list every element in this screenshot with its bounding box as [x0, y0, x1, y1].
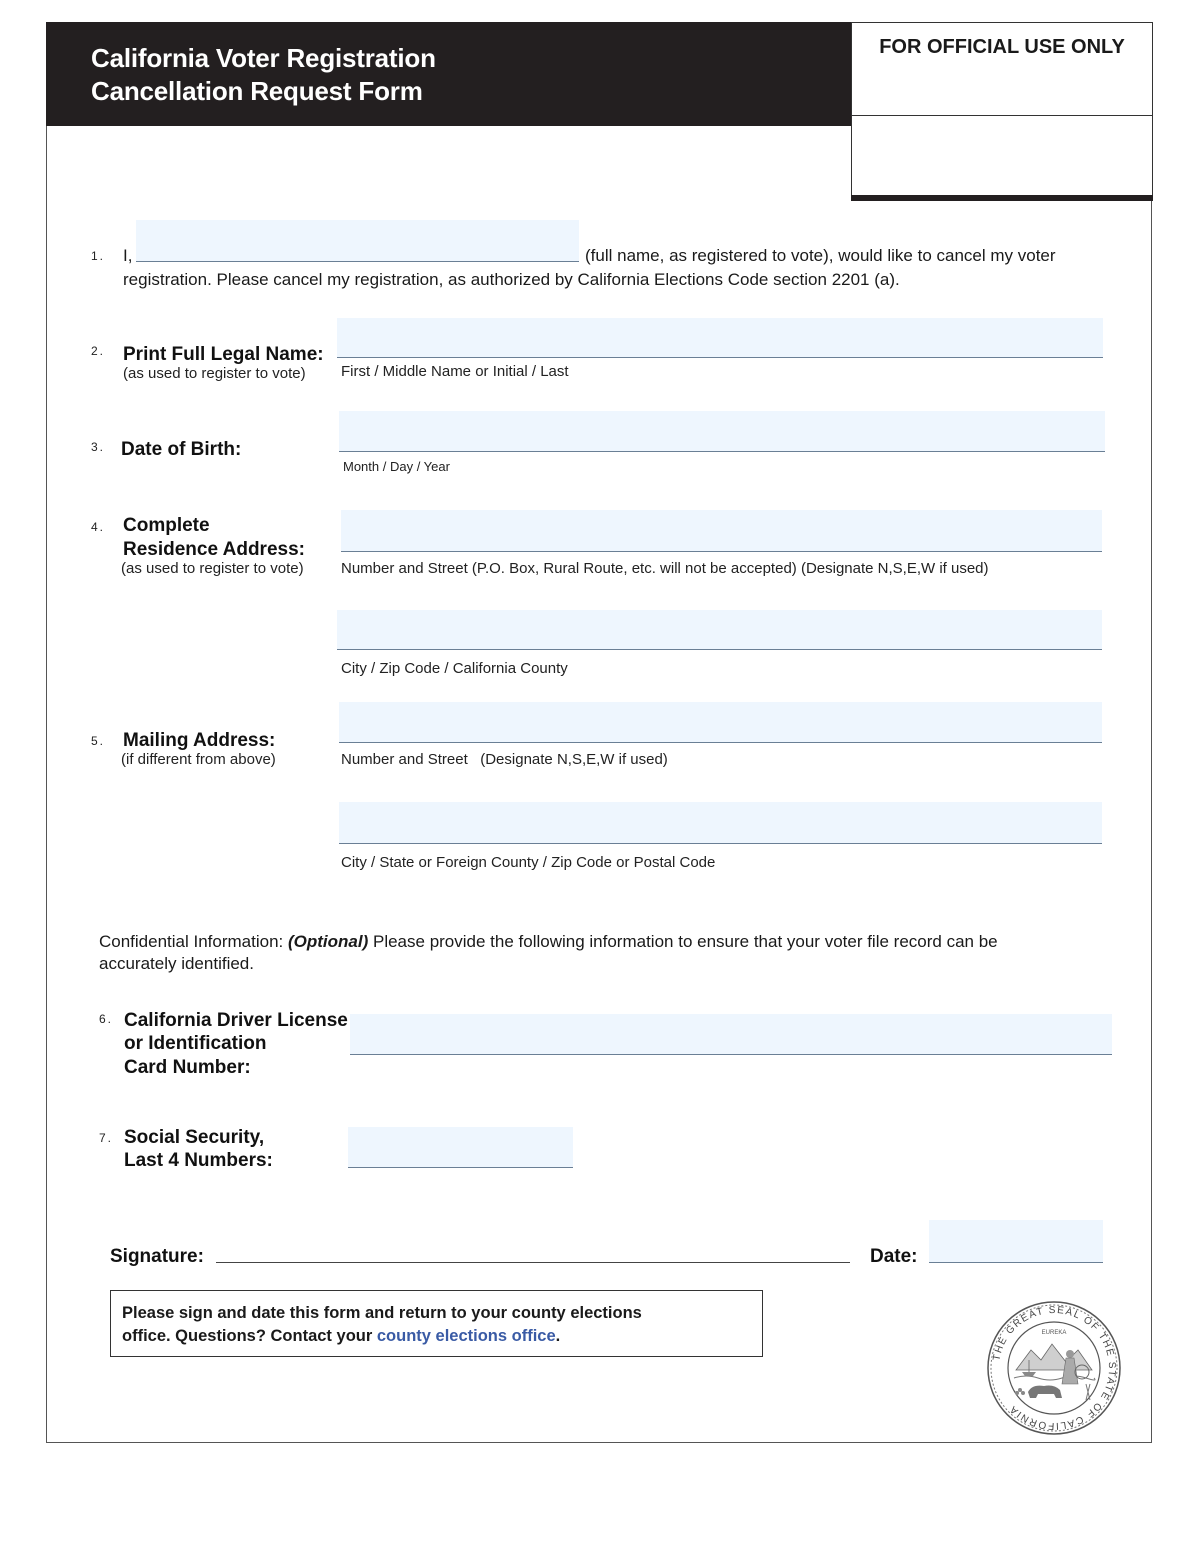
seal-ring-text: THE GREAT SEAL OF THE STATE OF CALIFORNIA [991, 1304, 1118, 1432]
mailing-city-caption: City / State or Foreign County / Zip Code or Postal Code [341, 854, 716, 871]
section1-number: 1. [91, 249, 106, 263]
return-instructions-line2 [122, 1325, 762, 1348]
residence-city-caption: City / Zip Code / California County [341, 660, 568, 677]
county-elections-office-link[interactable]: county elections office [376, 1327, 556, 1345]
confidential-line2: accurately identified. [99, 954, 254, 973]
section4-number: 4. [91, 520, 106, 534]
date-of-birth-label: Date of Birth: [121, 439, 242, 460]
section5-number: 5. [91, 734, 106, 748]
residence-address-sub: (as used to register to vote) [121, 560, 304, 577]
section7-number: 7. [99, 1131, 114, 1145]
residence-street-caption: Number and Street (P.O. Box, Rural Route, etc. will not be accepted) (Designate N,S,E,W if used) [341, 560, 989, 577]
return-instructions-prefix: office. Questions? Contact your [122, 1327, 377, 1345]
official-use-label: FOR OFFICIAL USE ONLY [852, 23, 1152, 116]
section2-number: 2. [91, 344, 106, 358]
form-title-line1: California Voter Registration [91, 43, 436, 73]
signature-date-field[interactable] [929, 1220, 1103, 1263]
california-great-seal-icon [986, 1300, 1122, 1436]
driver-license-field[interactable] [350, 1014, 1112, 1055]
driver-license-label-line3: Card Number: [124, 1057, 251, 1078]
ssn-last4-field[interactable] [348, 1127, 573, 1168]
full-legal-name-sub: (as used to register to vote) [123, 365, 306, 382]
residence-city-field[interactable] [337, 610, 1102, 650]
mailing-street-field[interactable] [339, 702, 1102, 743]
date-of-birth-caption: Month / Day / Year [343, 459, 450, 474]
full-legal-name-caption: First / Middle Name or Initial / Last [341, 363, 569, 380]
form-header [46, 22, 852, 126]
section6-number: 6. [99, 1012, 114, 1026]
driver-license-label-line1: California Driver License [124, 1010, 348, 1031]
ssn-label-line2: Last 4 Numbers: [124, 1150, 273, 1171]
full-legal-name-field[interactable] [337, 318, 1103, 358]
section1-text-line2: registration. Please cancel my registration, as authorized by California Elections Code section 2201 (a). [123, 270, 900, 289]
return-instructions-line1: Please sign and date this form and return to your county elections [122, 1304, 642, 1322]
residence-address-label-line1: Complete [123, 515, 210, 536]
official-use-bar [851, 195, 1153, 201]
return-instructions-box [110, 1290, 763, 1357]
form-title-line2: Cancellation Request Form [91, 76, 423, 106]
signature-line[interactable] [216, 1262, 850, 1263]
driver-license-label-line2: or Identification [124, 1033, 267, 1054]
mailing-address-sub: (if different from above) [121, 751, 276, 768]
ssn-label-line1: Social Security, [124, 1127, 265, 1148]
mailing-city-field[interactable] [339, 802, 1102, 844]
official-use-box [851, 22, 1153, 196]
mailing-street-caption: Number and Street (Designate N,S,E,W if used) [341, 751, 668, 768]
date-label: Date: [870, 1246, 918, 1267]
full-name-inline-field[interactable] [136, 220, 579, 262]
confidential-lead: Confidential Information: [99, 932, 288, 951]
residence-address-label-line2: Residence Address: [123, 539, 305, 560]
signature-label: Signature: [110, 1246, 204, 1267]
return-instructions-suffix: . [555, 1327, 561, 1345]
confidential-optional: (Optional) [288, 932, 369, 951]
section3-number: 3. [91, 440, 106, 454]
mailing-address-label: Mailing Address: [123, 730, 276, 751]
confidential-line1 [99, 930, 998, 954]
confidential-text: Please provide the following information to ensure that your voter file record can be [368, 932, 998, 951]
full-legal-name-label: Print Full Legal Name: [123, 344, 324, 365]
section1-prefix: I, [123, 246, 133, 265]
date-of-birth-field[interactable] [339, 411, 1105, 452]
residence-street-field[interactable] [341, 510, 1102, 552]
seal-motto: EUREKA [1041, 1330, 1067, 1336]
section1-text-after: (full name, as registered to vote), would like to cancel my voter [585, 246, 1056, 265]
